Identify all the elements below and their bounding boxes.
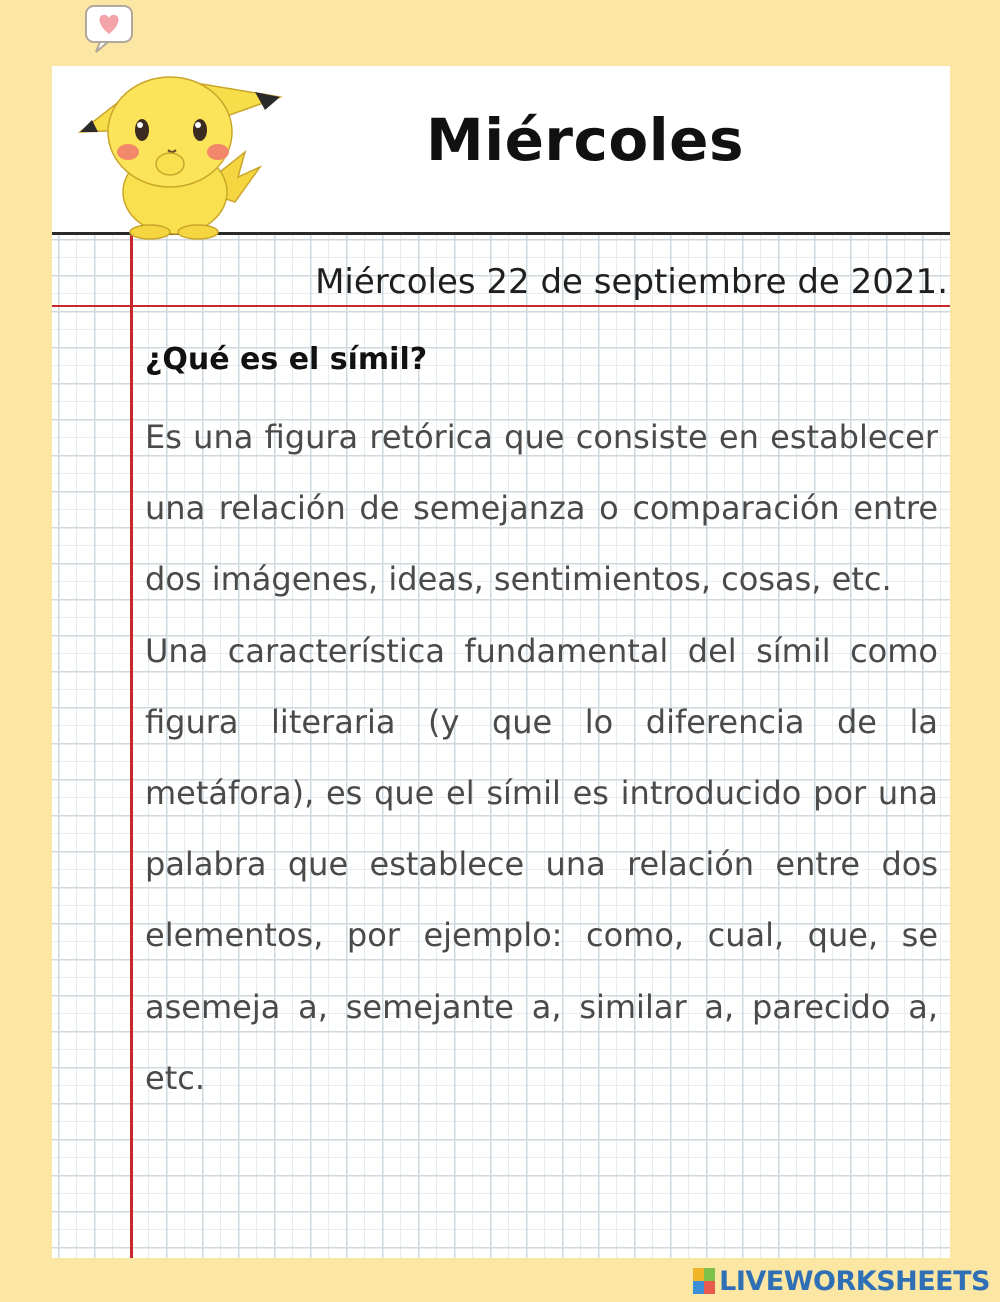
paragraph-definition: Es una figura retórica que consiste en establecer una relación de semejanza o comparación entre dos imágenes, ideas, sentimientos, cosas, etc. — [145, 418, 938, 599]
pikachu-mascot-icon — [70, 2, 300, 242]
page-title: Miércoles — [426, 106, 745, 174]
brand-name: LIVEWORKSHEETS — [719, 1265, 990, 1297]
body-text — [145, 402, 938, 1114]
date-text: Miércoles 22 de septiembre de 2021. — [315, 262, 948, 302]
red-date-line — [52, 305, 950, 307]
question-heading: ¿Qué es el símil? — [145, 342, 428, 377]
heart-speech-bubble-icon — [86, 6, 132, 52]
liveworksheets-logo — [693, 1266, 990, 1296]
worksheet-page — [52, 66, 950, 1258]
liveworksheets-logo-icon — [693, 1268, 715, 1294]
paragraph-characteristic: Una característica fundamental del símil como figura literaria (y que lo diferencia de la metáfora), es que el símil es introducido por una palabra que establece una relación entre dos elementos, por ejemplo: como, cual, que, se asemeja a, semejante a, similar a, parecido a, etc. — [145, 631, 938, 1097]
red-margin-line — [130, 235, 133, 1258]
